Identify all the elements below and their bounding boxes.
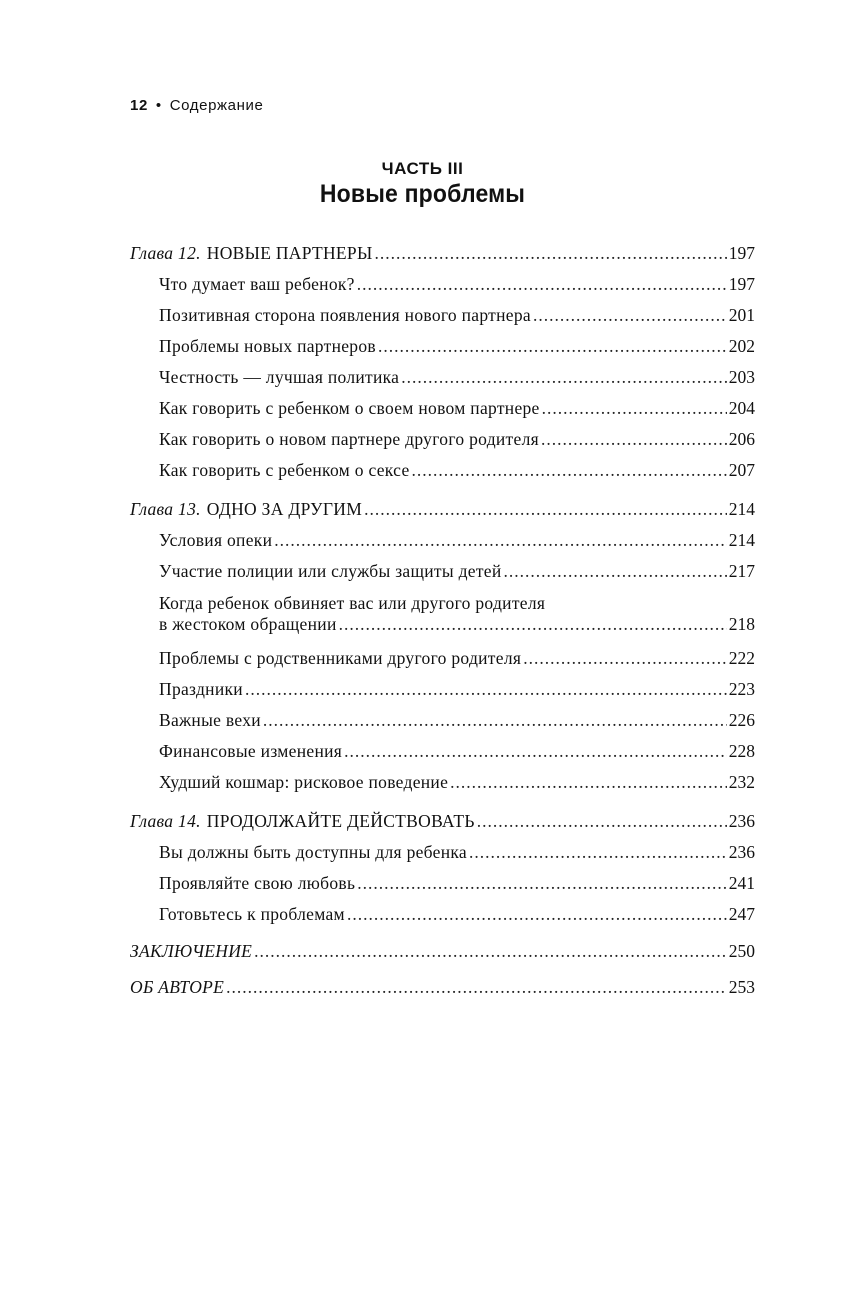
entry-title: Финансовые изменения bbox=[159, 741, 343, 761]
chapter-prefix: Глава 12. bbox=[130, 243, 201, 263]
entry-title: Позитивная сторона появления нового партнера bbox=[159, 305, 531, 325]
entry-title-line1: Когда ребенок обвиняет вас или другого родителя bbox=[159, 593, 546, 613]
leader-dots bbox=[347, 904, 727, 925]
entry-title: ОБ АВТОРЕ bbox=[130, 977, 225, 997]
leader-dots bbox=[378, 336, 727, 357]
entry-title: Проблемы новых партнеров bbox=[159, 336, 376, 356]
part-title: Новые проблемы bbox=[319, 180, 526, 208]
chapter-prefix: Глава 13. bbox=[130, 499, 201, 519]
chapter-prefix: Глава 14. bbox=[130, 811, 201, 831]
leader-dots bbox=[274, 530, 727, 551]
entry-page: 236 bbox=[728, 842, 755, 862]
toc-entry bbox=[130, 561, 755, 592]
entry-title: Участие полиции или службы защиты детей bbox=[159, 561, 502, 581]
entry-title: Готовьтесь к проблемам bbox=[159, 904, 345, 924]
table-of-contents bbox=[130, 243, 755, 1008]
leader-dots bbox=[263, 710, 727, 731]
entry-page: 250 bbox=[728, 941, 755, 961]
entry-page: 204 bbox=[728, 398, 755, 418]
entry-title: Проявляйте свою любовь bbox=[159, 873, 356, 893]
toc-conclusion bbox=[130, 941, 755, 972]
leader-dots bbox=[412, 460, 727, 481]
entry-page: 247 bbox=[728, 904, 755, 924]
toc-entry-two-line bbox=[130, 592, 755, 648]
toc-entry bbox=[130, 460, 755, 491]
leader-dots bbox=[357, 274, 727, 295]
entry-page: 203 bbox=[728, 367, 755, 387]
toc-entry bbox=[130, 772, 755, 803]
entry-page: 201 bbox=[728, 305, 755, 325]
toc-entry bbox=[130, 398, 755, 429]
entry-title: Условия опеки bbox=[159, 530, 273, 550]
toc-entry bbox=[130, 904, 755, 935]
entry-title: Вы должны быть доступны для ребенка bbox=[159, 842, 467, 862]
toc-entry bbox=[130, 710, 755, 741]
entry-title: Как говорить с ребенком о сексе bbox=[159, 460, 410, 480]
toc-entry bbox=[130, 429, 755, 460]
header-bullet: • bbox=[155, 97, 162, 114]
toc-chapter-13 bbox=[130, 499, 755, 530]
entry-page: 207 bbox=[728, 460, 755, 480]
toc-entry bbox=[130, 842, 755, 873]
leader-dots bbox=[375, 243, 727, 264]
entry-title: Худший кошмар: рисковое поведение bbox=[159, 772, 449, 792]
entry-page: 232 bbox=[728, 772, 755, 792]
running-header bbox=[130, 97, 263, 114]
chapter-page: 236 bbox=[728, 811, 755, 831]
entry-page: 214 bbox=[728, 530, 755, 550]
leader-dots bbox=[504, 561, 727, 582]
chapter-page: 197 bbox=[728, 243, 755, 263]
leader-dots bbox=[344, 741, 727, 762]
leader-dots bbox=[523, 648, 727, 669]
toc-entry bbox=[130, 679, 755, 710]
toc-chapter-12 bbox=[130, 243, 755, 274]
leader-dots bbox=[450, 772, 727, 793]
toc-entry bbox=[130, 305, 755, 336]
entry-page: 197 bbox=[728, 274, 755, 294]
toc-entry bbox=[130, 274, 755, 305]
leader-dots bbox=[477, 811, 727, 832]
entry-page: 241 bbox=[728, 873, 755, 893]
toc-about-author bbox=[130, 977, 755, 1008]
toc-chapter-14 bbox=[130, 811, 755, 842]
toc-entry bbox=[130, 648, 755, 679]
entry-title: Что думает ваш ребенок? bbox=[159, 274, 355, 294]
entry-page: 217 bbox=[728, 561, 755, 581]
entry-title: Праздники bbox=[159, 679, 243, 699]
entry-page: 222 bbox=[728, 648, 755, 668]
leader-dots bbox=[541, 429, 727, 450]
chapter-page: 214 bbox=[728, 499, 755, 519]
leader-dots bbox=[542, 398, 727, 419]
toc-entry bbox=[130, 873, 755, 904]
leader-dots bbox=[226, 977, 727, 998]
entry-page: 218 bbox=[728, 614, 755, 634]
entry-page: 228 bbox=[728, 741, 755, 761]
toc-entry bbox=[130, 336, 755, 367]
toc-entry bbox=[130, 741, 755, 772]
entry-title: Проблемы с родственниками другого родителя bbox=[159, 648, 522, 668]
entry-page: 253 bbox=[728, 977, 755, 997]
leader-dots bbox=[339, 614, 727, 635]
leader-dots bbox=[469, 842, 727, 863]
part-label: ЧАСТЬ III bbox=[381, 159, 464, 178]
leader-dots bbox=[401, 367, 727, 388]
entry-title: Важные вехи bbox=[159, 710, 261, 730]
entry-title: Честность — лучшая политика bbox=[159, 367, 400, 387]
entry-page: 223 bbox=[728, 679, 755, 699]
entry-title: ЗАКЛЮЧЕНИЕ bbox=[130, 941, 253, 961]
chapter-title: НОВЫЕ ПАРТНЕРЫ bbox=[206, 243, 373, 263]
toc-entry bbox=[130, 530, 755, 561]
leader-dots bbox=[254, 941, 727, 962]
entry-page: 202 bbox=[728, 336, 755, 356]
header-section: Содержание bbox=[169, 97, 264, 114]
leader-dots bbox=[533, 305, 727, 326]
page-number: 12 bbox=[130, 97, 148, 114]
entry-page: 206 bbox=[728, 429, 755, 449]
chapter-title: ПРОДОЛЖАЙТЕ ДЕЙСТВОВАТЬ bbox=[206, 811, 475, 831]
entry-title: Как говорить о новом партнере другого родителя bbox=[159, 429, 539, 449]
toc-entry bbox=[130, 367, 755, 398]
entry-page: 226 bbox=[728, 710, 755, 730]
entry-title: Как говорить с ребенком о своем новом партнере bbox=[159, 398, 540, 418]
leader-dots bbox=[245, 679, 727, 700]
leader-dots bbox=[364, 499, 727, 520]
chapter-title: ОДНО ЗА ДРУГИМ bbox=[206, 499, 363, 519]
entry-title-line2: в жестоком обращении bbox=[159, 614, 337, 634]
leader-dots bbox=[357, 873, 727, 894]
